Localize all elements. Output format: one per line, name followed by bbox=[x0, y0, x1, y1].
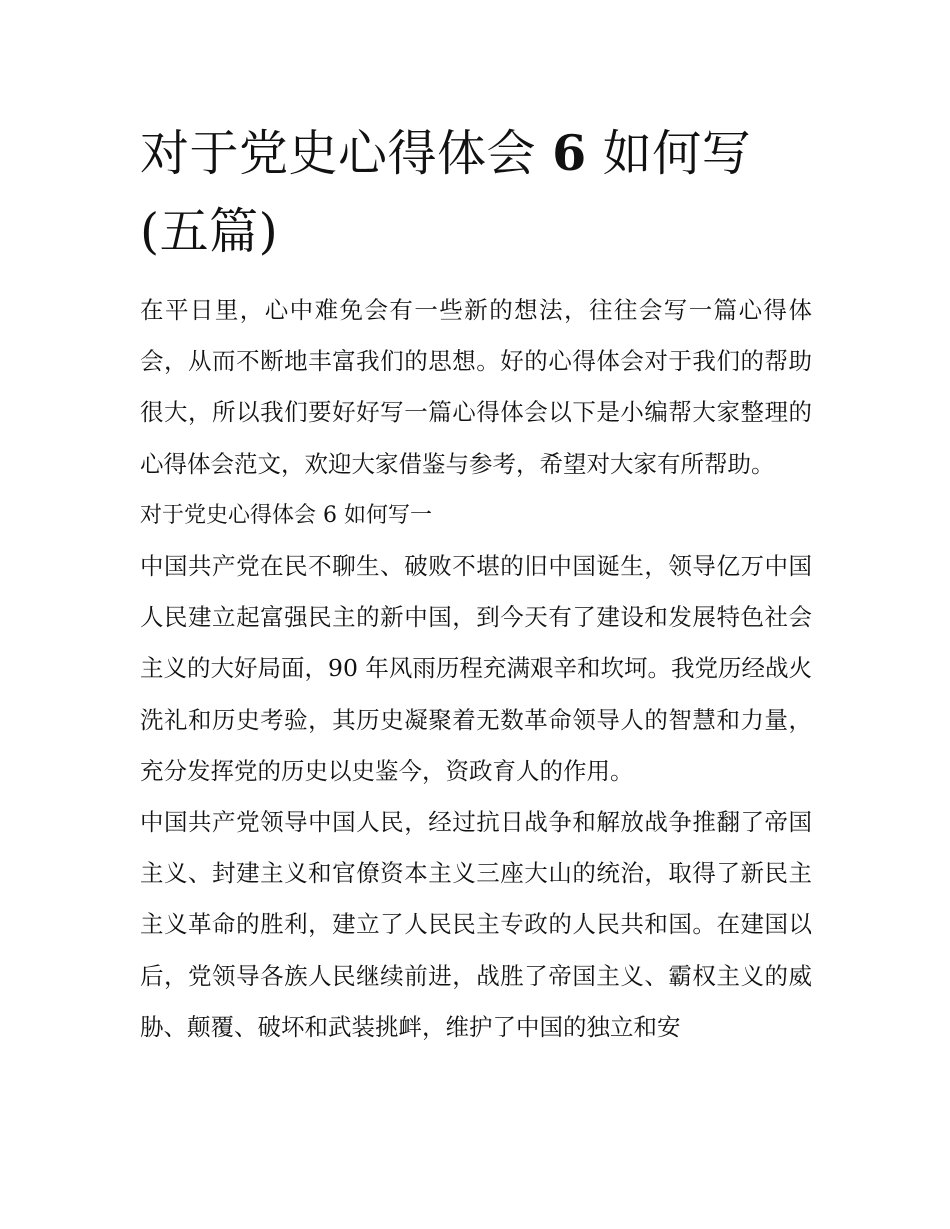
document-title: 对于党史心得体会 6 如何写(五篇) bbox=[140, 124, 752, 260]
body-paragraph-1: 中国共产党在民不聊生、破败不堪的旧中国诞生，领导亿万中国人民建立起富强民主的新中国，到今天有了建设和发展特色社会主义的大好局面，90 年风雨历程充满艰辛和坎坷。我党历经战火洗礼和历史考验，其历史凝聚着无数革命领导人的智慧和力量，充分发挥党的历史以史鉴今，资政育人的作用。 bbox=[140, 552, 812, 785]
body-paragraph-2: 中国共产党领导中国人民，经过抗日战争和解放战争推翻了帝国主义、封建主义和官僚资本主义三座大山的统治，取得了新民主主义革命的胜利，建立了人民民主专政的人民共和国。在建国以后，党领导各族人民继续前进，战胜了帝国主义、霸权主义的威胁、颠覆、破坏和武装挑衅，维护了中国的独立和安 bbox=[140, 808, 812, 1041]
section-heading: 对于党史心得体会 6 如何写一 bbox=[140, 502, 432, 528]
title-number: 6 bbox=[552, 124, 587, 182]
intro-paragraph: 在平日里，心中难免会有一些新的想法，往往会写一篇心得体会，从而不断地丰富我们的思想。好的心得体会对于我们的帮助很大，所以我们要好好写一篇心得体会以下是小编帮大家整理的心得体会范文，欢迎大家借鉴与参考，希望对大家有所帮助。 bbox=[140, 296, 812, 478]
